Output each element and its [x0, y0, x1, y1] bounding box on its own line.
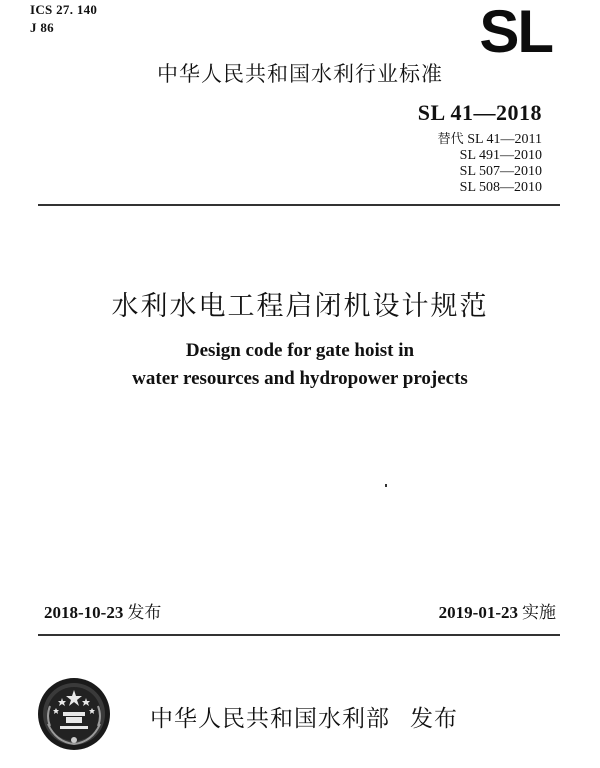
- top-divider: [38, 204, 560, 206]
- scan-speck: [385, 484, 387, 487]
- replaces-block: [342, 132, 542, 196]
- publisher: [150, 700, 458, 733]
- replaces-prefix: 替代: [437, 132, 464, 147]
- replaced-standard: SL 491—2010: [459, 148, 542, 163]
- replaced-standard: SL 507—2010: [459, 164, 542, 179]
- replaces-line: [342, 132, 542, 148]
- standard-number: SL 41—2018: [417, 100, 542, 125]
- chinese-title: 水利水电工程启闭机设计规范: [111, 291, 489, 322]
- publisher-name: 中华人民共和国水利部: [150, 706, 390, 732]
- issue-date-value: 2018-10-23: [44, 603, 124, 622]
- english-title-line-1: Design code for gate hoist in: [185, 340, 415, 361]
- j-code: J 86: [30, 20, 54, 35]
- issue-date: [44, 598, 161, 623]
- publish-label: 发布: [410, 706, 458, 732]
- implementation-label: 实施: [522, 603, 556, 623]
- bottom-divider: [38, 634, 560, 636]
- issue-label: 发布: [127, 603, 162, 623]
- national-emblem-seal-icon: [36, 676, 112, 752]
- ics-code: ICS 27. 140: [30, 2, 98, 17]
- implementation-date: [439, 598, 556, 623]
- english-title-line-2: water resources and hydropower projects: [132, 368, 468, 389]
- replaced-standard: SL 508—2010: [459, 180, 542, 195]
- implementation-date-value: 2019-01-23: [438, 603, 518, 622]
- industry-standard-title: 中华人民共和国水利行业标准: [157, 62, 443, 86]
- replaced-standard: SL 41—2011: [467, 132, 542, 147]
- sl-logo: SL: [479, 0, 552, 65]
